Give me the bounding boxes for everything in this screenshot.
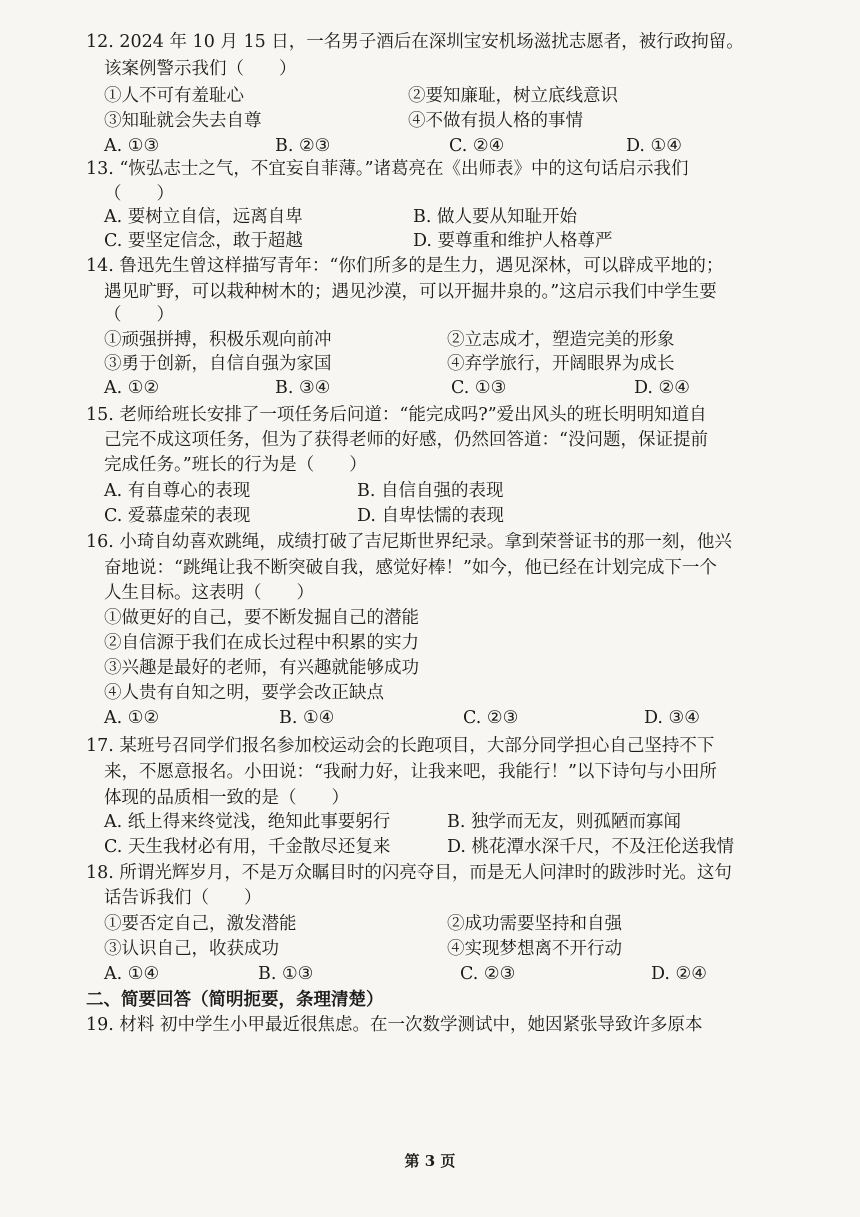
question-stem: 完成任务。”班长的行为是（ ） xyxy=(104,455,367,475)
statement-1: ①做更好的自己，要不断发掘自己的潜能 xyxy=(104,608,419,628)
choice-b[interactable]: B. ①④ xyxy=(279,708,335,728)
choice-a[interactable]: A. ①② xyxy=(104,378,160,398)
choice-d[interactable]: D. 要尊重和维护人格尊严 xyxy=(413,231,613,251)
question-stem: 话告诉我们（ ） xyxy=(104,888,262,908)
question-stem: 18. 所谓光辉岁月，不是万众瞩目时的闪亮夺目，而是无人问津时的跋涉时光。这句 xyxy=(86,863,732,883)
choice-a[interactable]: A. ①③ xyxy=(104,136,160,156)
statement-4: ④人贵有自知之明，要学会改正缺点 xyxy=(104,683,384,703)
choice-d[interactable]: D. ③④ xyxy=(644,708,700,728)
statement-3: ③兴趣是最好的老师，有兴趣就能够成功 xyxy=(104,658,419,678)
question-stem: 来，不愿意报名。小田说：“我耐力好，让我来吧，我能行！”以下诗句与小田所 xyxy=(104,762,717,782)
choice-c[interactable]: C. ②③ xyxy=(460,964,516,984)
statement-3: ③勇于创新，自信自强为家国 xyxy=(104,354,332,374)
statement-1: ①要否定自己，激发潜能 xyxy=(104,914,297,934)
statement-3: ③知耻就会失去自尊 xyxy=(104,111,262,131)
question-19: 19. 材料 初中学生小甲最近很焦虑。在一次数学测试中，她因紧张导致许多原本 xyxy=(86,1015,703,1035)
section-title: 二、简要回答（简明扼要，条理清楚） xyxy=(86,990,384,1010)
question-stem: 体现的品质相一致的是（ ） xyxy=(104,788,349,808)
statement-2: ②自信源于我们在成长过程中积累的实力 xyxy=(104,633,419,653)
choice-c[interactable]: C. 爱慕虚荣的表现 xyxy=(104,506,251,526)
question-stem: 奋地说：“跳绳让我不断突破自我，感觉好棒！”如今，他已经在计划完成下一个 xyxy=(104,558,717,578)
page-number: 第 3 页 xyxy=(404,1152,456,1170)
choice-b[interactable]: B. 自信自强的表现 xyxy=(357,481,504,501)
statement-2: ②成功需要坚持和自强 xyxy=(447,914,622,934)
statement-2: ②立志成才，塑造完美的形象 xyxy=(447,330,675,350)
choice-d[interactable]: D. 桃花潭水深千尺，不及汪伦送我情 xyxy=(447,837,735,857)
question-stem: 遇见旷野，可以栽种树木的；遇见沙漠，可以开掘井泉的。”这启示我们中学生要 xyxy=(104,282,717,302)
choice-a[interactable]: A. 有自尊心的表现 xyxy=(104,481,251,501)
statement-4: ④实现梦想离不开行动 xyxy=(447,939,622,959)
choice-a[interactable]: A. ①② xyxy=(104,708,160,728)
statement-4: ④弃学旅行，开阔眼界为成长 xyxy=(447,354,675,374)
question-stem: （ ） xyxy=(104,184,174,204)
choice-b[interactable]: B. ③④ xyxy=(275,378,331,398)
choice-d[interactable]: D. ②④ xyxy=(634,378,690,398)
choice-c[interactable]: C. ②④ xyxy=(449,136,505,156)
question-stem: 17. 某班号召同学们报名参加校运动会的长跑项目，大部分同学担心自己坚持不下 xyxy=(86,736,715,756)
question-stem: 16. 小琦自幼喜欢跳绳，成绩打破了吉尼斯世界纪录。拿到荣誉证书的那一刻，他兴 xyxy=(86,532,732,552)
choice-c[interactable]: C. ①③ xyxy=(451,378,507,398)
question-stem: 15. 老师给班长安排了一项任务后问道：“能完成吗?”爱出风头的班长明明知道自 xyxy=(86,405,707,425)
choice-d[interactable]: D. ①④ xyxy=(626,136,682,156)
question-stem: 13. “恢弘志士之气，不宜妄自菲薄。”诸葛亮在《出师表》中的这句话启示我们 xyxy=(86,159,689,179)
choice-b[interactable]: B. ②③ xyxy=(275,136,331,156)
question-stem: 己完不成这项任务，但为了获得老师的好感，仍然回答道：“没问题，保证提前 xyxy=(104,430,708,450)
choice-c[interactable]: C. 天生我材必有用，千金散尽还复来 xyxy=(104,837,391,857)
choice-c[interactable]: C. 要坚定信念，敢于超越 xyxy=(104,231,303,251)
choice-c[interactable]: C. ②③ xyxy=(463,708,519,728)
statement-4: ④不做有损人格的事情 xyxy=(408,111,583,131)
choice-d[interactable]: D. 自卑怯懦的表现 xyxy=(357,506,505,526)
choice-a[interactable]: A. 要树立自信，远离自卑 xyxy=(104,207,303,227)
choice-b[interactable]: B. ①③ xyxy=(258,964,314,984)
question-stem: （ ） xyxy=(104,305,174,325)
statement-1: ①顽强拼搏，积极乐观向前冲 xyxy=(104,330,332,350)
statement-2: ②要知廉耻，树立底线意识 xyxy=(408,86,618,106)
statement-3: ③认识自己，收获成功 xyxy=(104,939,279,959)
choice-b[interactable]: B. 独学而无友，则孤陋而寡闻 xyxy=(447,812,681,832)
choice-b[interactable]: B. 做人要从知耻开始 xyxy=(413,207,577,227)
question-stem: 人生目标。这表明（ ） xyxy=(104,583,314,603)
choice-a[interactable]: A. 纸上得来终觉浅，绝知此事要躬行 xyxy=(104,812,391,832)
choice-a[interactable]: A. ①④ xyxy=(104,964,160,984)
question-stem: 12. 2024 年 10 月 15 日，一名男子酒后在深圳宝安机场滋扰志愿者，被行政拘留。 xyxy=(86,32,744,52)
statement-1: ①人不可有羞耻心 xyxy=(104,86,244,106)
choice-d[interactable]: D. ②④ xyxy=(651,964,707,984)
question-stem: 该案例警示我们（ ） xyxy=(104,59,297,79)
question-stem: 14. 鲁迅先生曾这样描写青年：“你们所多的是生力，遇见深林，可以辟成平地的； xyxy=(86,256,724,276)
